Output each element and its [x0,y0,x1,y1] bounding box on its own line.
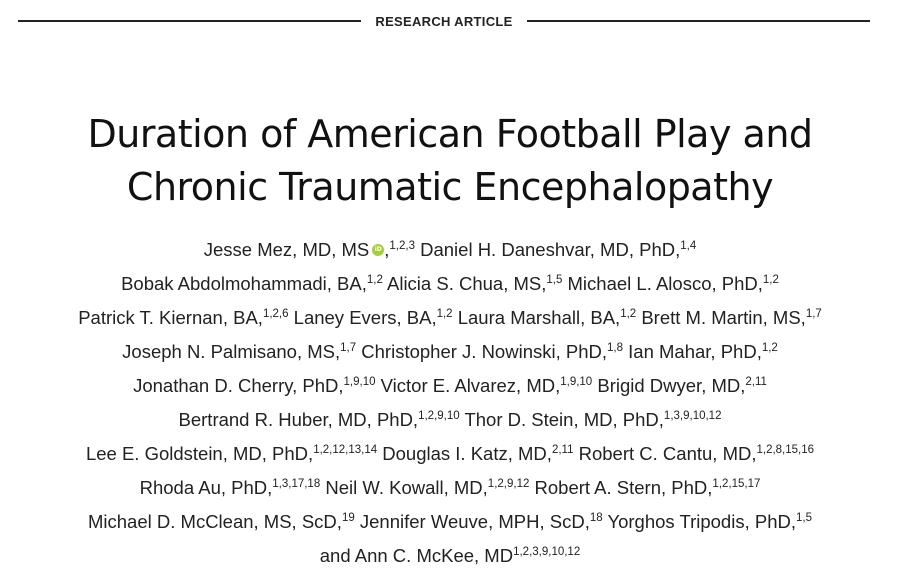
author-affiliation: 1,2,8,15,16 [756,444,815,456]
author-name: Laura Marshall, BA, [457,307,621,328]
author-name: Joseph N. Palmisano, MS, [122,341,341,362]
author-affiliation: 1,7 [340,342,357,354]
author-affiliation: 1,2,12,13,14 [313,444,378,456]
author-affiliation: 1,2 [762,274,779,286]
author-affiliation: 1,4 [680,240,697,252]
author-affiliation: 1,2,9,10 [418,410,460,422]
author-name: Michael L. Alosco, PhD, [567,273,763,294]
author-affiliation: 1,5 [546,274,563,286]
author-affiliation: 1,2,15,17 [712,478,761,490]
author-name: Thor D. Stein, MD, PhD, [464,409,664,430]
author-name: Robert A. Stern, PhD, [534,477,713,498]
author-name: Laney Evers, BA, [293,307,437,328]
author-line [0,267,900,301]
author-name: Robert C. Cantu, MD, [578,443,757,464]
author-affiliation: 1,8 [607,342,624,354]
author-line [0,301,900,335]
author-line: Jesse Mez, MD, MSiD ,$^{1,2,3}$ Daniel H. Daneshvar, MD, PhD,$^{1,4}$ [0,233,900,267]
author-name: Lee E. Goldstein, MD, PhD, [85,443,314,464]
author-name: Patrick T. Kiernan, BA, [78,307,263,328]
author-name: Rhoda Au, PhD, [139,477,273,498]
author-affiliation: 1,3,9,10,12 [663,410,722,422]
author-name: Douglas I. Katz, MD, [382,443,552,464]
author-name: Jennifer Weuve, MPH, ScD, [359,511,590,532]
author-name: Bobak Abdolmohammadi, BA, [121,273,367,294]
author-affiliation: 1,2 [436,308,453,320]
author-affiliation: 1,7 [805,308,822,320]
section-label: RESEARCH ARTICLE [375,13,513,29]
author-name: Ian Mahar, PhD, [628,341,762,362]
author-name: Brett M. Martin, MS, [641,307,806,328]
header-rule-left [18,20,361,22]
author-list [0,233,900,573]
author-affiliation: 1,2,3 [389,240,415,252]
author-name: Daniel H. Daneshvar, MD, PhD, [420,239,681,260]
author-line [0,471,900,505]
author-affiliation: 1,3,17,18 [272,478,321,490]
author-affiliation: 1,5 [796,512,812,524]
author-name: Bertrand R. Huber, MD, PhD, [178,409,419,430]
author-affiliation: 1,2 [761,342,778,354]
author-name: Christopher J. Nowinski, PhD, [361,341,608,362]
author-affiliation: 18 [589,512,603,524]
article-title-line-2: Chronic Traumatic Encephalopathy [126,165,774,209]
author-affiliation: 2,11 [551,444,574,456]
author-affiliation: 1,9,10 [343,376,376,388]
author-line [0,437,900,471]
author-line [0,403,900,437]
author-name: Michael D. McClean, MS, ScD, [88,511,342,532]
author-affiliation: 1,2,9,12 [487,478,530,490]
author-affiliation: 1,2,3,9,10,12 [513,546,581,558]
author-name: Alicia S. Chua, MS, [387,273,547,294]
author-name: Neil W. Kowall, MD, [325,477,488,498]
author-affiliation: 1,9,10 [560,376,593,388]
orcid-icon[interactable] [372,244,384,256]
author-name: and Ann C. McKee, MD [319,545,514,566]
author-affiliation: 2,11 [745,376,767,388]
header-rule-right [527,20,870,22]
author-affiliation: 1,2 [620,308,637,320]
author-affiliation: 1,2 [366,274,383,286]
author-name: Yorghos Tripodis, PhD, [607,511,796,532]
section-header [18,11,870,31]
author-line [0,369,900,403]
author-name: Victor E. Alvarez, MD, [380,375,561,396]
author-line [0,335,900,369]
author-affiliation: 19 [341,512,355,524]
author-name: Jonathan D. Cherry, PhD, [133,375,344,396]
author-line [0,505,900,539]
author-affiliation: 1,2,6 [262,308,289,320]
author-line [0,539,900,573]
author-name: Jesse Mez, MD, MS [203,239,370,260]
author-name: Brigid Dwyer, MD, [597,375,746,396]
article-title [0,108,900,214]
article-title-line-1: Duration of American Football Play and [87,112,813,156]
